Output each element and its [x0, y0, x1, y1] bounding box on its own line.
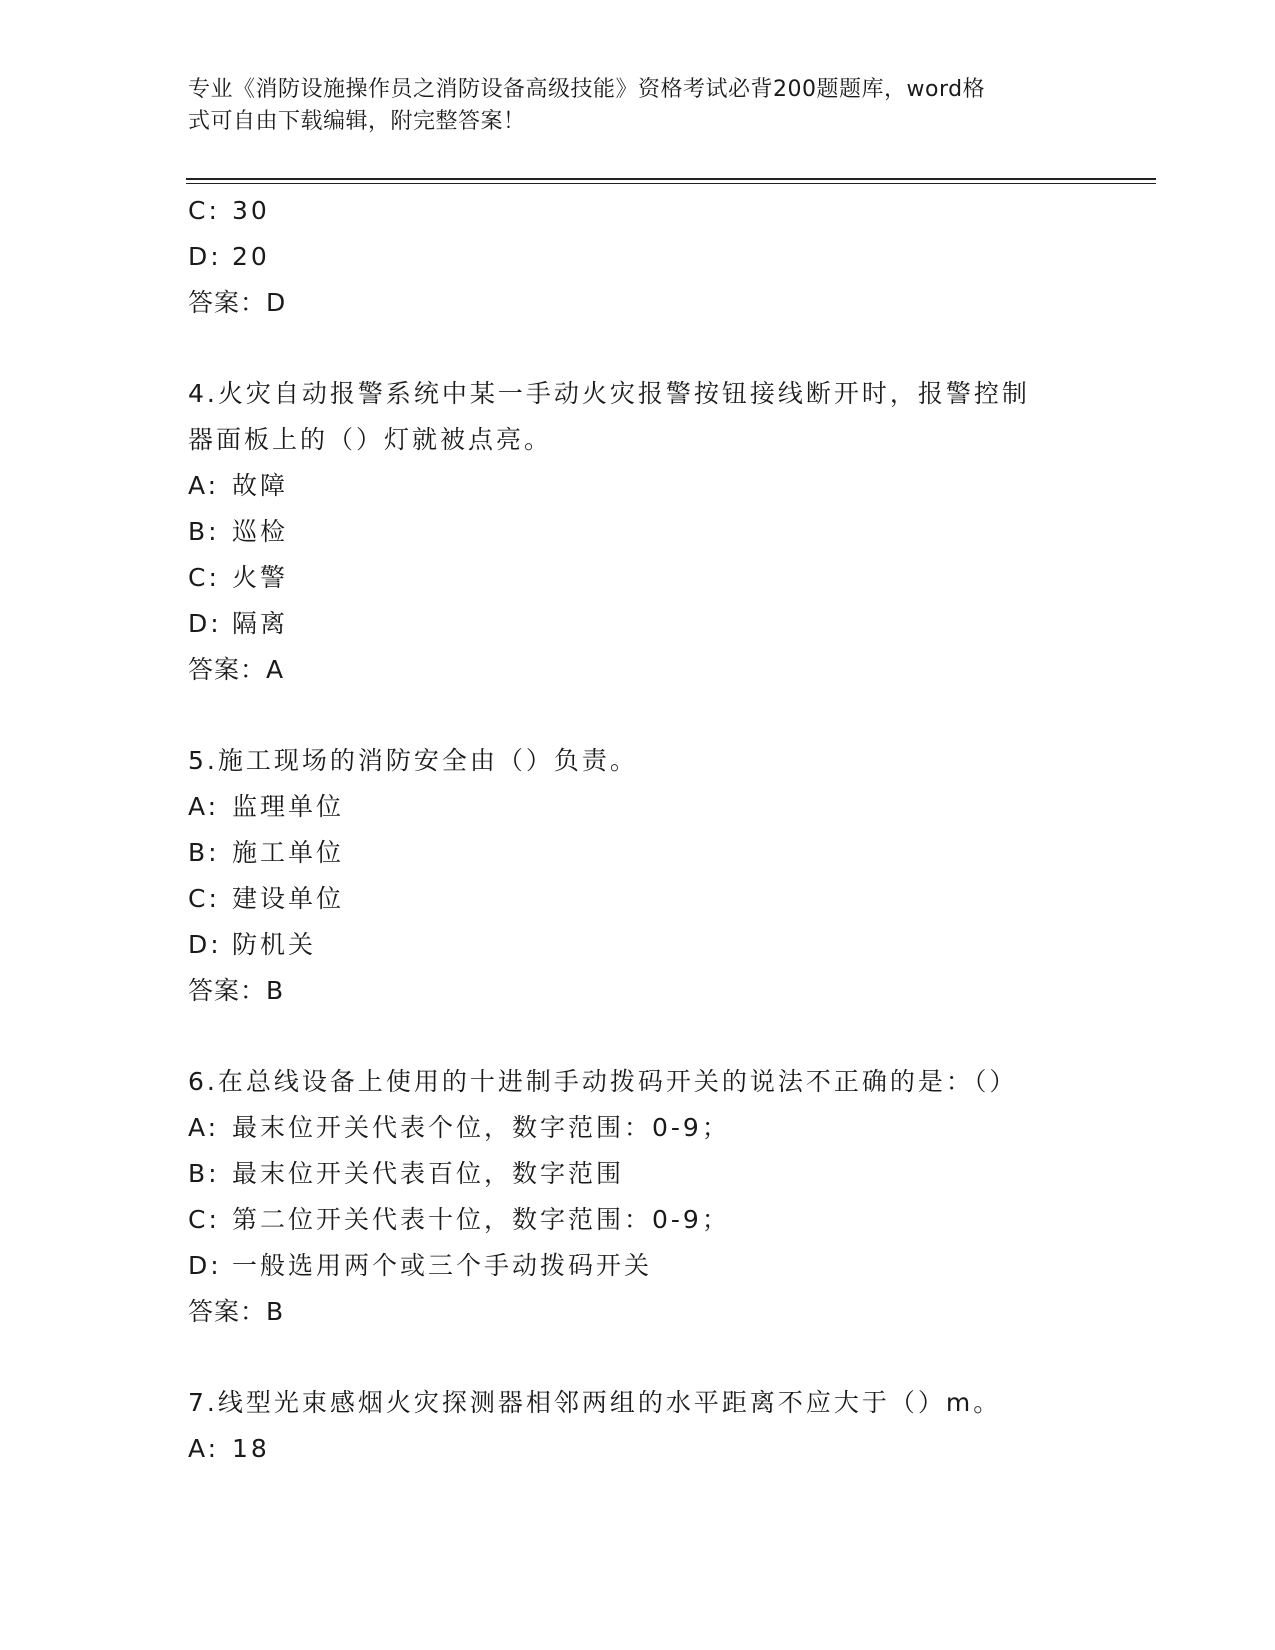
- option-a: [188, 784, 1148, 830]
- option-label: A:: [188, 1113, 220, 1142]
- option-text: 巡检: [232, 517, 289, 546]
- option-text: 18: [232, 1434, 270, 1463]
- question-4: [188, 371, 1148, 693]
- question-text: 4.火灾自动报警系统中某一手动火灾报警按钮接线断开时，报警控制: [188, 379, 1030, 408]
- option-c: [188, 876, 1148, 922]
- option-label: C:: [188, 1205, 220, 1234]
- option-text: 一般选用两个或三个手动拨码开关: [232, 1251, 653, 1280]
- option-text: 20: [232, 242, 270, 271]
- question-text: 5.施工现场的消防安全由（）负责。: [188, 746, 638, 775]
- option-label: D:: [188, 242, 222, 271]
- answer-line: 答案：B: [188, 976, 285, 1005]
- option-label: A:: [188, 792, 220, 821]
- option-label: B:: [188, 1159, 220, 1188]
- option-label: C:: [188, 563, 220, 592]
- option-c: [188, 1197, 1148, 1243]
- header-divider-thin: [186, 183, 1156, 184]
- answer-line: 答案：A: [188, 655, 285, 684]
- option-label: B:: [188, 838, 220, 867]
- header-line-1: 专业《消防设施操作员之消防设备高级技能》资格考试必背200题题库，word格: [188, 77, 986, 102]
- option-label: D:: [188, 930, 222, 959]
- option-label: B:: [188, 517, 220, 546]
- option-text: 建设单位: [232, 884, 345, 913]
- question-fragment: [188, 188, 1148, 326]
- question-content: [188, 188, 1148, 1472]
- option-c: [188, 555, 1148, 601]
- question-7: [188, 1380, 1148, 1472]
- option-text: 故障: [232, 471, 289, 500]
- option-a: [188, 463, 1148, 509]
- option-text: 施工单位: [232, 838, 345, 867]
- option-b: [188, 1151, 1148, 1197]
- document-header: [188, 74, 1068, 138]
- header-divider-thick: [186, 178, 1156, 180]
- option-d: [188, 234, 1148, 280]
- option-b: [188, 830, 1148, 876]
- header-line-2: 式可自由下载编辑，附完整答案！: [188, 109, 526, 134]
- question-5: [188, 738, 1148, 1014]
- option-text: 30: [232, 196, 270, 225]
- question-text: 7.线型光束感烟火灾探测器相邻两组的水平距离不应大于（）m。: [188, 1388, 1002, 1417]
- question-6: [188, 1059, 1148, 1335]
- option-text: 最末位开关代表百位，数字范围: [232, 1159, 625, 1188]
- question-text: 器面板上的（）灯就被点亮。: [188, 425, 553, 454]
- option-label: C:: [188, 884, 220, 913]
- option-text: 最末位开关代表个位，数字范围：0-9；: [232, 1113, 730, 1142]
- option-text: 防机关: [232, 930, 317, 959]
- option-label: A:: [188, 471, 220, 500]
- answer-line: 答案：B: [188, 1297, 285, 1326]
- option-b: [188, 509, 1148, 555]
- option-label: D:: [188, 1251, 222, 1280]
- question-text: 6.在总线设备上使用的十进制手动拨码开关的说法不正确的是：（）: [188, 1067, 1018, 1096]
- option-text: 监理单位: [232, 792, 345, 821]
- option-d: [188, 601, 1148, 647]
- option-label: A:: [188, 1434, 220, 1463]
- option-text: 火警: [232, 563, 289, 592]
- option-text: 隔离: [232, 609, 289, 638]
- option-c: [188, 188, 1148, 234]
- option-text: 第二位开关代表十位，数字范围：0-9；: [232, 1205, 730, 1234]
- option-d: [188, 1243, 1148, 1289]
- option-label: C:: [188, 196, 220, 225]
- answer-line: 答案：D: [188, 288, 287, 317]
- option-a: [188, 1426, 1148, 1472]
- option-label: D:: [188, 609, 222, 638]
- option-a: [188, 1105, 1148, 1151]
- option-d: [188, 922, 1148, 968]
